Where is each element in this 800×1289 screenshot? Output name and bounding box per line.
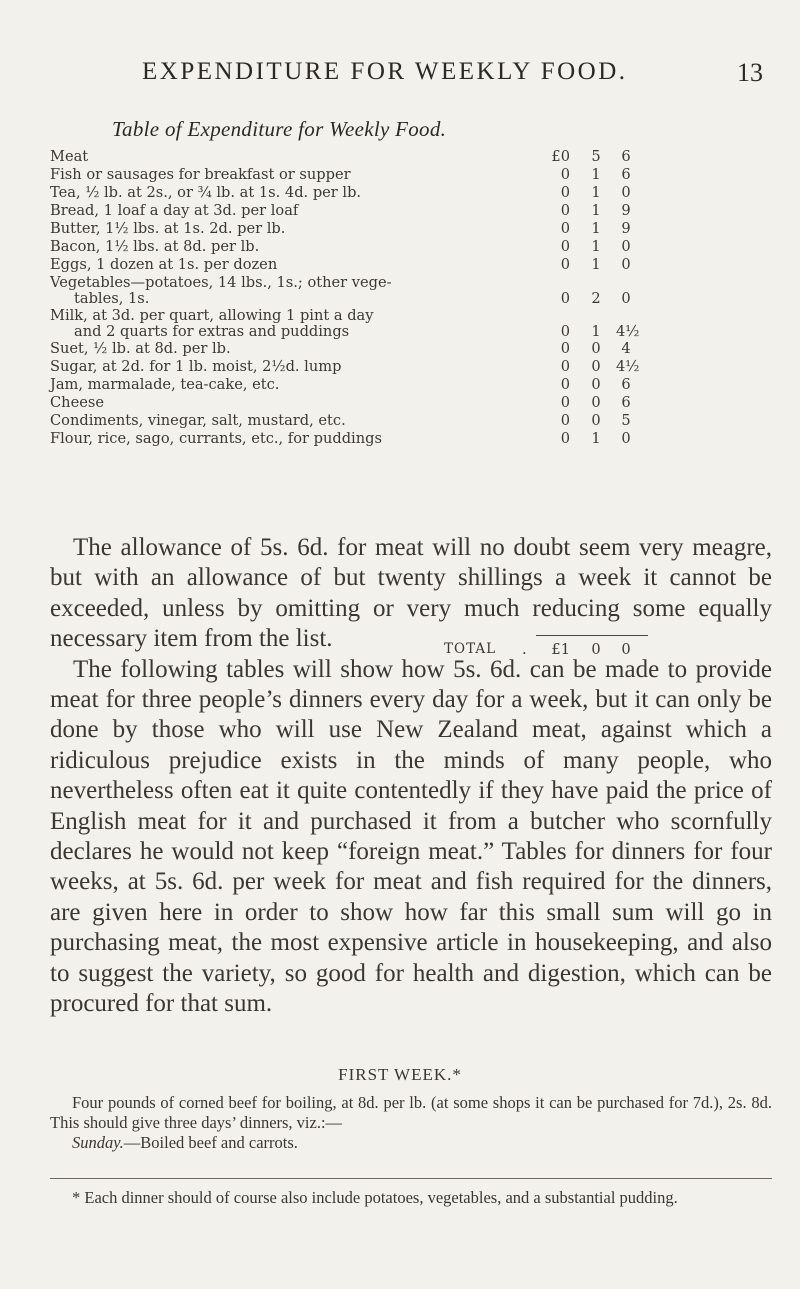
row-pence: 6: [621, 148, 631, 165]
table-row: [50, 307, 650, 340]
table-title: Table of Expenditure for Weekly Food.: [112, 117, 447, 141]
row-shillings: 0: [591, 394, 601, 411]
first-week-intro: Four pounds of corned beef for boiling, at 8d. per lb. (at some shops it can be purchased for 7d.), 2s. 8d. This should give three days’ dinners, viz.:—: [50, 1093, 772, 1132]
row-pounds: 0: [560, 412, 570, 429]
total-shillings: 0: [591, 641, 601, 658]
row-label: Cheese: [50, 394, 104, 411]
row-shillings: 1: [591, 323, 601, 340]
table-row: [50, 166, 650, 184]
row-label: Vegetables—potatoes, 14 lbs., 1s.; other vege-: [50, 274, 392, 291]
row-shillings: 0: [591, 412, 601, 429]
row-shillings: 1: [591, 238, 601, 255]
total-pence: 0: [621, 641, 631, 658]
row-pence: 5: [621, 412, 631, 429]
row-pence: 4½: [616, 323, 640, 340]
row-pence: 0: [621, 184, 631, 201]
row-shillings: 1: [591, 202, 601, 219]
table-row: [50, 220, 650, 238]
row-shillings: 1: [591, 256, 601, 273]
table-row: [50, 184, 650, 202]
row-label: Meat: [50, 148, 89, 165]
row-label: Jam, marmalade, tea-cake, etc.: [50, 376, 280, 393]
table-row: [50, 412, 650, 430]
row-label: Milk, at 3d. per quart, allowing 1 pint a day: [50, 307, 374, 324]
row-label: Condiments, vinegar, salt, mustard, etc.: [50, 412, 346, 429]
footnote: [50, 1188, 772, 1208]
row-pence: 0: [621, 290, 631, 307]
row-pounds: 0: [560, 340, 570, 357]
table-row: [50, 148, 650, 166]
row-pounds: 0: [560, 220, 570, 237]
row-shillings: 0: [591, 358, 601, 375]
row-pence: 0: [621, 256, 631, 273]
row-shillings: 1: [591, 166, 601, 183]
table-row: [50, 238, 650, 256]
table-row: [50, 256, 650, 274]
sunday-text: —Boiled beef and carrots.: [123, 1133, 298, 1152]
row-label: Suet, ½ lb. at 8d. per lb.: [50, 340, 231, 357]
row-pence: 0: [621, 238, 631, 255]
row-pounds: 0: [560, 394, 570, 411]
row-shillings: 0: [591, 340, 601, 357]
row-shillings: 1: [591, 220, 601, 237]
row-label: Sugar, at 2d. for 1 lb. moist, 2½d. lump: [50, 358, 342, 375]
row-label: Fish or sausages for breakfast or supper: [50, 166, 351, 183]
table-row: [50, 358, 650, 376]
table-row: [50, 202, 650, 220]
row-shillings: 1: [591, 184, 601, 201]
row-pounds: 0: [560, 202, 570, 219]
row-label-continued: and 2 quarts for extras and puddings: [74, 323, 350, 340]
body-text: [50, 533, 772, 1020]
total-pounds: £1: [551, 641, 570, 658]
page-number: 13: [737, 58, 763, 87]
row-shillings: 5: [591, 148, 601, 165]
row-pence: 0: [621, 430, 631, 447]
row-pounds: 0: [560, 184, 570, 201]
footnote-text: * Each dinner should of course also include potatoes, vegetables, and a substantial pudding.: [72, 1188, 678, 1207]
row-label: Bacon, 1½ lbs. at 8d. per lb.: [50, 238, 260, 255]
row-pence: 9: [621, 202, 631, 219]
row-pence: 6: [621, 166, 631, 183]
row-pence: 6: [621, 376, 631, 393]
row-label: Butter, 1½ lbs. at 1s. 2d. per lb.: [50, 220, 286, 237]
row-shillings: 0: [591, 376, 601, 393]
row-pounds: £0: [551, 148, 570, 165]
running-head-title: EXPENDITURE FOR WEEKLY FOOD.: [142, 58, 628, 85]
table-row: [50, 274, 650, 307]
row-pence: 4: [621, 340, 631, 357]
row-pounds: 0: [560, 358, 570, 375]
row-label: Flour, rice, sago, currants, etc., for puddings: [50, 430, 382, 447]
row-label: Eggs, 1 dozen at 1s. per dozen: [50, 256, 278, 273]
table-row: [50, 394, 650, 412]
row-pounds: 0: [560, 376, 570, 393]
first-week-text: [50, 1093, 772, 1153]
row-pence: 4½: [616, 358, 640, 375]
row-pounds: 0: [560, 290, 570, 307]
row-shillings: 2: [591, 290, 601, 307]
row-pounds: 0: [560, 256, 570, 273]
total-dot: .: [522, 641, 527, 658]
row-shillings: 1: [591, 430, 601, 447]
sunday-label: Sunday.: [72, 1133, 124, 1152]
row-label: Bread, 1 loaf a day at 3d. per loaf: [50, 202, 299, 219]
table-row: [50, 376, 650, 394]
row-pence: 6: [621, 394, 631, 411]
total-label: TOTAL: [444, 641, 497, 657]
footnote-rule: [50, 1178, 772, 1179]
row-label-continued: tables, 1s.: [74, 290, 150, 307]
table-row: [50, 430, 650, 448]
row-pounds: 0: [560, 323, 570, 340]
row-pounds: 0: [560, 430, 570, 447]
paragraph-allowance: The allowance of 5s. 6d. for meat will no doubt seem very meagre, but with an allowance of but twenty shillings a week it cannot be exceeded, unless by omitting or very much reducing some equally necessary item from the list.: [50, 534, 772, 653]
row-label: Tea, ½ lb. at 2s., or ¾ lb. at 1s. 4d. per lb.: [50, 184, 362, 201]
row-pounds: 0: [560, 166, 570, 183]
row-pence: 9: [621, 220, 631, 237]
table-row: [50, 340, 650, 358]
paragraph-following-tables: The following tables will show how 5s. 6d. can be made to provide meat for three people’s dinners every day for a week, but it can only be done by those who will use New Zealand meat, against which a ridiculous prejudice exists in the minds of many people, who nevertheless often eat it quite contentedly if they have paid the price of English meat for it and purchased it from a butcher who scornfully declares he would not keep “foreign meat.” Tables for dinners for four weeks, at 5s. 6d. per week for meat and fish required for the dinners, are given here in order to show how far this small sum will go in purchasing meat, the most expensive article in housekeeping, and also to suggest the variety, so good for health and digestion, which can be procured for that sum.: [50, 655, 772, 1018]
row-pounds: 0: [560, 238, 570, 255]
section-heading: FIRST WEEK.*: [338, 1065, 462, 1084]
